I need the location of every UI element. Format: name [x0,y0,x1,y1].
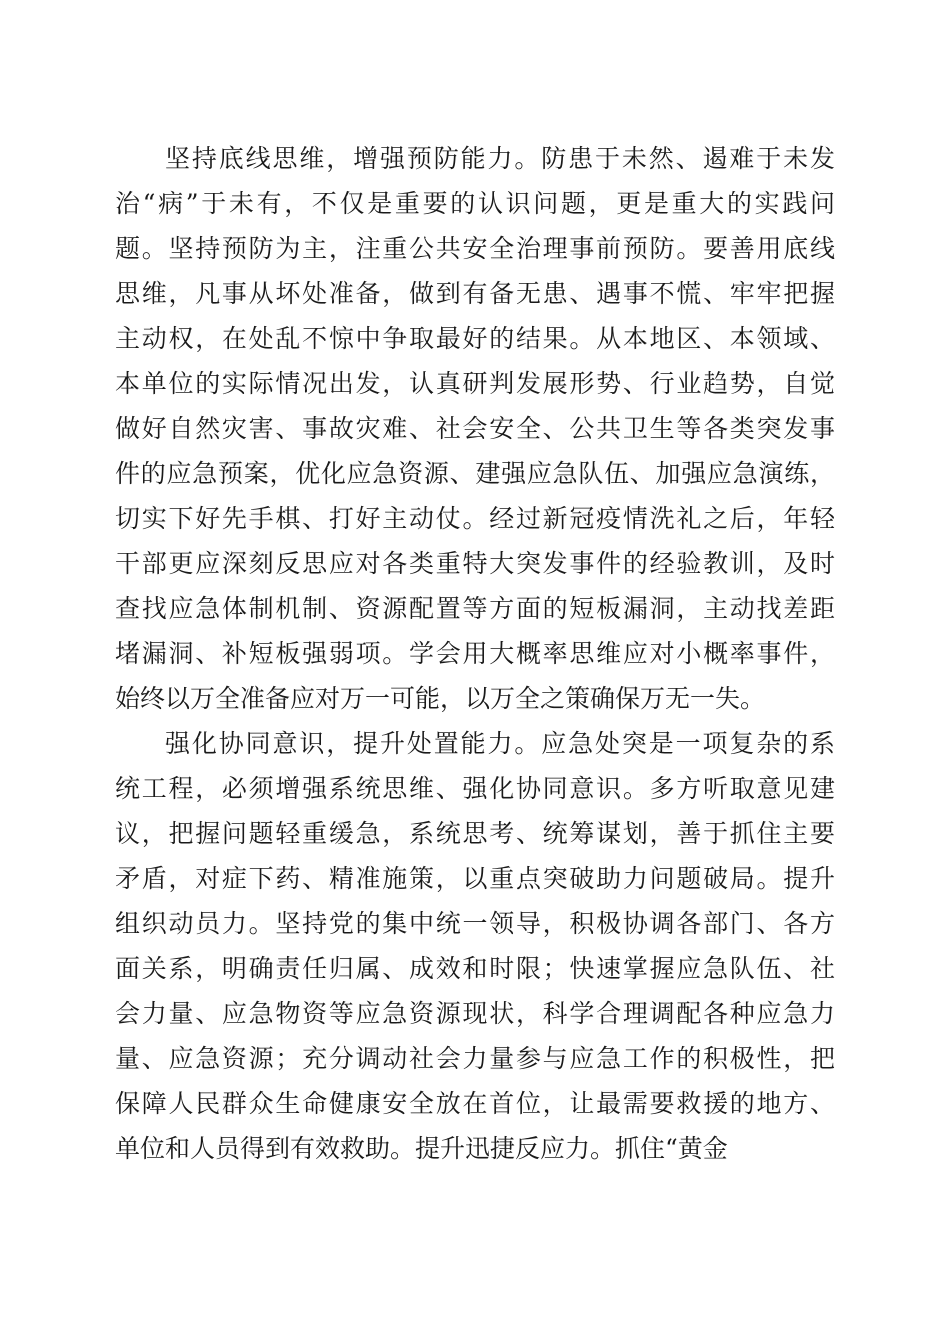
text-line: 议，把握问题轻重缓急，系统思考、统筹谋划，善于抓住主要 [115,819,835,848]
text-line: 切实下好先手棋、打好主动仗。经过新冠疫情洗礼之后，年轻 [115,504,835,533]
text-line: 强化协同意识，提升处置能力。应急处突是一项复杂的系 [165,729,835,758]
paragraph-2 [115,721,835,1171]
paragraph-1 [115,136,835,721]
text-line: 思维，凡事从坏处准备，做到有备无患、遇事不慌、牢牢把握 [115,279,835,308]
text-line: 主动权，在处乱不惊中争取最好的结果。从本地区、本领域、 [115,324,835,353]
text-line: 单位和人员得到有效救助。提升迅捷反应力。抓住“黄金 [115,1134,728,1163]
text-line: 做好自然灾害、事故灾难、社会安全、公共卫生等各类突发事 [115,414,835,443]
document-body [115,136,835,1171]
text-line: 本单位的实际情况出发，认真研判发展形势、行业趋势，自觉 [115,369,835,398]
text-line: 治“病”于未有，不仅是重要的认识问题，更是重大的实践问 [115,189,835,218]
text-line: 组织动员力。坚持党的集中统一领导，积极协调各部门、各方 [115,909,835,938]
text-line: 统工程，必须增强系统思维、强化协同意识。多方听取意见建 [115,774,835,803]
text-line: 矛盾，对症下药、精准施策，以重点突破助力问题破局。提升 [115,864,835,893]
text-line: 题。坚持预防为主，注重公共安全治理事前预防。要善用底线 [115,234,835,263]
text-line: 堵漏洞、补短板强弱项。学会用大概率思维应对小概率事件， [115,639,835,668]
text-line: 干部更应深刻反思应对各类重特大突发事件的经验教训，及时 [115,549,835,578]
text-line: 坚持底线思维，增强预防能力。防患于未然、遏难于未发 [165,144,835,173]
text-line: 始终以万全准备应对万一可能，以万全之策确保万无一失。 [115,684,766,713]
text-line: 保障人民群众生命健康安全放在首位，让最需要救援的地方、 [115,1089,835,1118]
text-line: 量、应急资源；充分调动社会力量参与应急工作的积极性，把 [115,1044,835,1073]
text-line: 面关系，明确责任归属、成效和时限；快速掌握应急队伍、社 [115,954,835,983]
text-line: 会力量、应急物资等应急资源现状，科学合理调配各种应急力 [115,999,835,1028]
text-line: 查找应急体制机制、资源配置等方面的短板漏洞，主动找差距 [115,594,835,623]
text-line: 件的应急预案，优化应急资源、建强应急队伍、加强应急演练， [115,459,835,488]
